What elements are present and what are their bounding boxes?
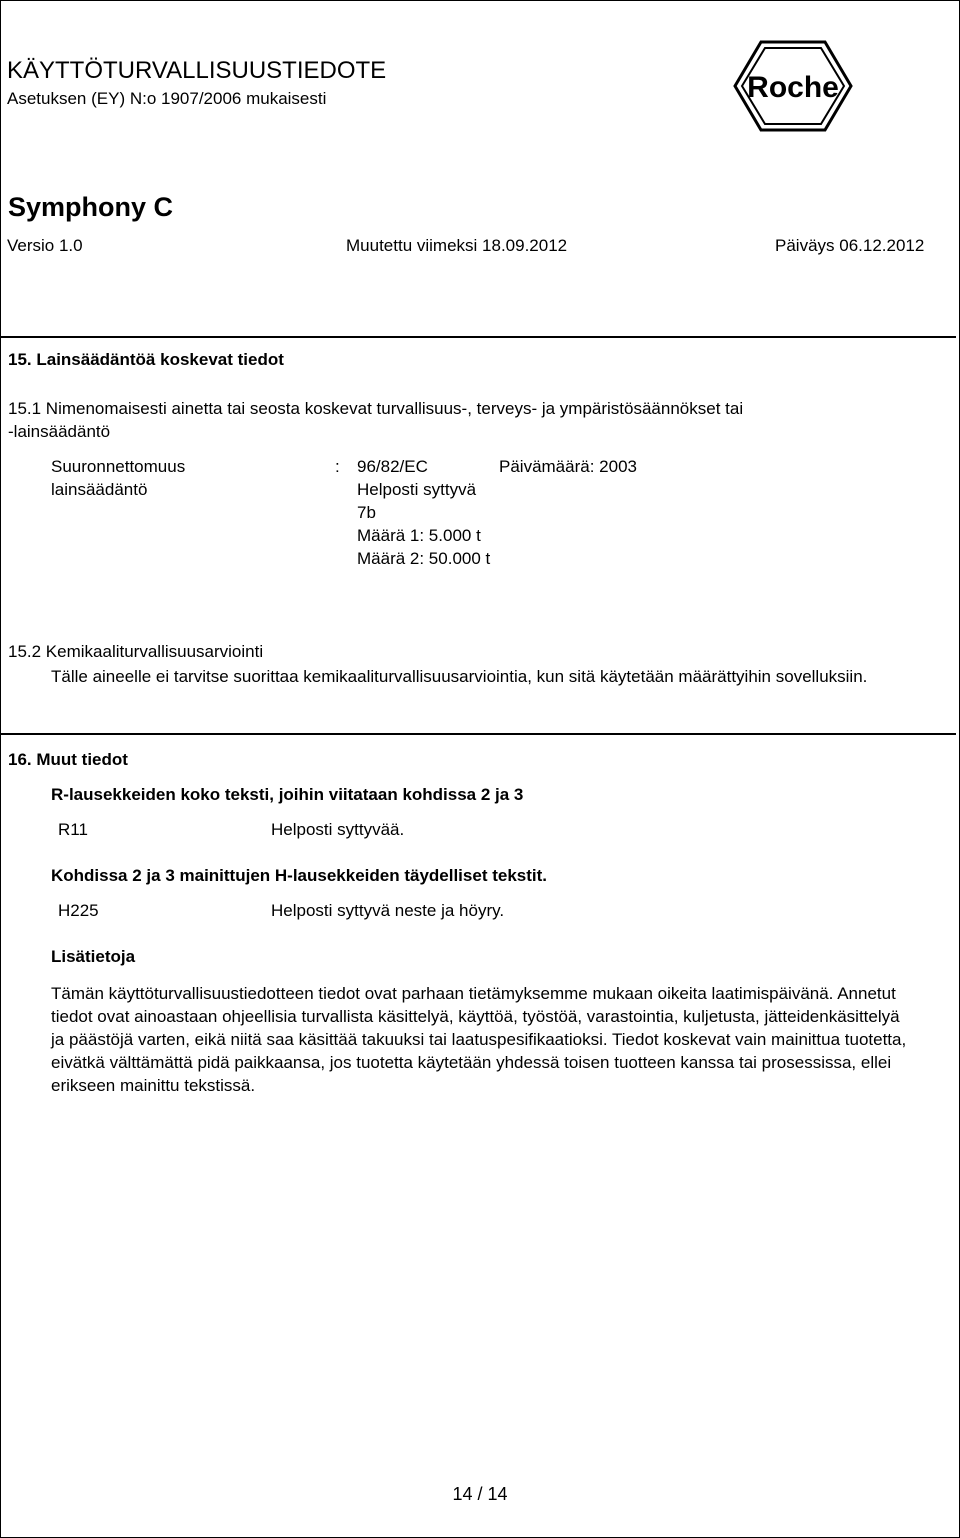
additional-info-text: Tämän käyttöturvallisuustiedotteen tiedot ovat parhaan tietämyksemme mukaan oikeita laatimispäivänä. Annetut tiedot ovat ainoastaan ohjeellisia turvallista käsittelyä, käyttöä, työstöä, varastointia, kuljetusta, jätteidenkäsittelyä ja päästöjä varten, eikä niitä saa käsittää takuuksi tai laatuspesifikaatioksi. Tiedot koskevat vain mainittua tuotetta, eivätkä välttämättä pidä paikkaansa, jos tuotetta käytetään yhdessä toisen tuotteen kanssa tai prosessissa, ellei erikseen mainittu tekstissä. bbox=[51, 984, 907, 1095]
section-15-1-heading-line1: 15.1 Nimenomaisesti ainetta tai seosta koskevat turvallisuus-, terveys- ja ympäristösäännökset tai bbox=[8, 399, 744, 418]
regulation-value-line2: 7b bbox=[357, 503, 376, 522]
regulation-label-line1: Suuronnettomuus bbox=[51, 457, 186, 476]
product-name: Symphony C bbox=[8, 192, 174, 222]
r-phrases-heading: R-lausekkeiden koko teksti, joihin viitataan kohdissa 2 ja 3 bbox=[51, 785, 524, 804]
r-phrase-code: R11 bbox=[58, 820, 88, 839]
roche-logo-text: Roche bbox=[747, 71, 839, 104]
section-16-divider bbox=[0, 733, 956, 735]
regulation-colon: : bbox=[335, 457, 340, 476]
section-15-heading: 15. Lainsäädäntöä koskevat tiedot bbox=[8, 350, 284, 369]
revised-date: Muutettu viimeksi 18.09.2012 bbox=[346, 236, 568, 255]
regulation-label-line2: lainsäädäntö bbox=[51, 480, 148, 499]
additional-info-heading: Lisätietoja bbox=[51, 947, 136, 966]
section-15-1-heading-line2: -lainsäädäntö bbox=[8, 422, 111, 441]
section-15-2-text: Tälle aineelle ei tarvitse suorittaa kemikaaliturvallisuusarviointia, kun sitä käytetään määrättyihin sovelluksiin. bbox=[51, 667, 868, 686]
page-number: 14 / 14 bbox=[452, 1484, 508, 1504]
version-label: Versio 1.0 bbox=[7, 236, 83, 255]
section-15-2-heading: 15.2 Kemikaaliturvallisuusarviointi bbox=[8, 642, 264, 661]
h-phrase-text: Helposti syttyvä neste ja höyry. bbox=[271, 901, 505, 920]
regulation-value-line1: Helposti syttyvä bbox=[357, 480, 477, 499]
r-phrase-text: Helposti syttyvää. bbox=[271, 820, 405, 839]
section-16-heading: 16. Muut tiedot bbox=[8, 750, 128, 769]
h-phrase-code: H225 bbox=[58, 901, 99, 920]
roche-logo bbox=[733, 40, 853, 132]
regulation-value-line3: Määrä 1: 5.000 t bbox=[357, 526, 481, 545]
h-phrases-heading: Kohdissa 2 ja 3 mainittujen H-lausekkeiden täydelliset tekstit. bbox=[51, 866, 547, 885]
document-subtitle: Asetuksen (EY) N:o 1907/2006 mukaisesti bbox=[7, 89, 327, 108]
issue-date: Päiväys 06.12.2012 bbox=[775, 236, 925, 255]
regulation-value-line4: Määrä 2: 50.000 t bbox=[357, 549, 491, 568]
regulation-directive: 96/82/EC bbox=[357, 457, 428, 476]
regulation-date: Päivämäärä: 2003 bbox=[499, 457, 637, 476]
document-title: KÄYTTÖTURVALLISUUSTIEDOTE bbox=[7, 57, 387, 84]
header-divider bbox=[0, 336, 956, 338]
